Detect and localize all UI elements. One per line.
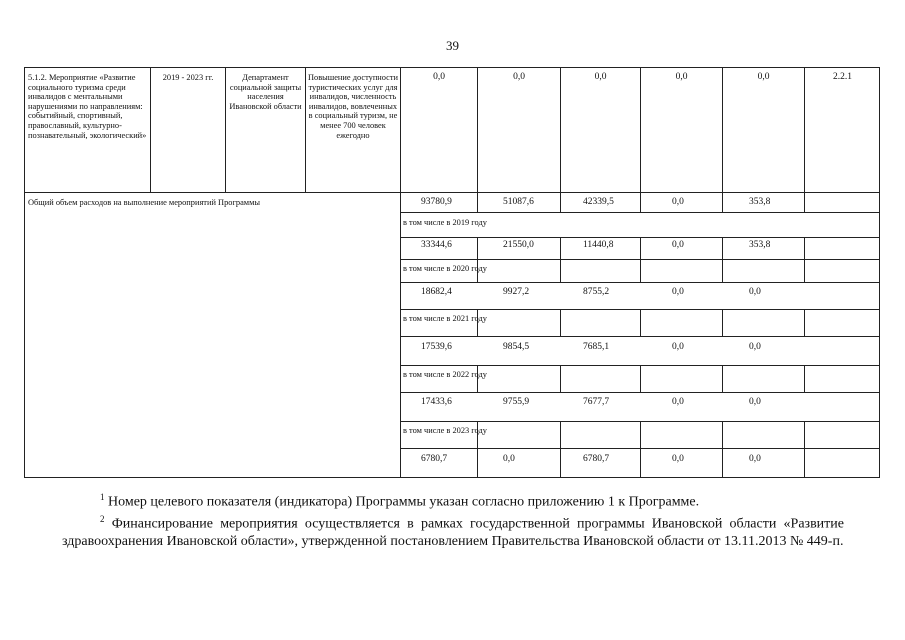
year-value: 17539,6: [421, 342, 452, 352]
activity-value-2: 0,0: [513, 72, 525, 82]
year-value: 0,0: [672, 397, 684, 407]
year-value: 9927,2: [503, 287, 530, 297]
year-value: 0,0: [672, 342, 684, 352]
total-value-5: 353,8: [749, 197, 771, 207]
year-value: 0,0: [749, 342, 761, 352]
year-value: 9854,5: [503, 342, 530, 352]
total-value-all: 93780,9: [421, 197, 452, 207]
year-value: 0,0: [749, 397, 761, 407]
activity-result: Повышение доступности туристических услуг для инвалидов, численность инвалидов, вовлеченных в социальный туризм, не менее 700 человек ежегодно: [307, 73, 399, 140]
footnote-2-mark: 2: [100, 514, 105, 525]
total-value-3: 42339,5: [583, 197, 614, 207]
year-value: 21550,0: [503, 240, 534, 250]
activity-indicator: 2.2.1: [833, 72, 852, 82]
year-value: 8755,2: [583, 287, 610, 297]
footnote-1: [62, 489, 844, 511]
year-value: 0,0: [503, 454, 515, 464]
total-label: Общий объем расходов на выполнение мероприятий Программы: [28, 198, 261, 207]
year-value: 9755,9: [503, 397, 530, 407]
year-label: в том числе в 2021 году: [403, 314, 487, 323]
footnote-1-text: Номер целевого показателя (индикатора) Программы указан согласно приложению 1 к Программе.: [108, 494, 700, 510]
year-value: 17433,6: [421, 397, 452, 407]
year-value: 6780,7: [583, 454, 610, 464]
footnote-2: [62, 511, 844, 551]
page-number: 39: [446, 38, 459, 53]
year-value: 7677,7: [583, 397, 610, 407]
year-value: 33344,6: [421, 240, 452, 250]
footnotes: [62, 489, 844, 551]
activity-executor: Департамент социальной защиты населения Ивановской области: [229, 73, 302, 111]
total-value-2: 51087,6: [503, 197, 534, 207]
year-value: 0,0: [672, 287, 684, 297]
year-label: в том числе в 2019 году: [403, 218, 487, 227]
year-value: 11440,8: [583, 240, 614, 250]
year-value: 7685,1: [583, 342, 610, 352]
footnote-1-mark: 1: [100, 492, 105, 502]
activity-value-total: 0,0: [433, 72, 445, 82]
year-value: 0,0: [672, 240, 684, 250]
year-value: 6780,7: [421, 454, 448, 464]
year-value: 18682,4: [421, 287, 452, 297]
activity-value-5: 0,0: [757, 72, 770, 82]
year-value: 0,0: [749, 454, 761, 464]
year-label: в том числе в 2023 году: [403, 426, 487, 435]
activity-description: 5.1.2. Мероприятие «Развитие социального туризма среди инвалидов с ментальными нарушениями по направлениям: событийный, спортивный, православный, культурно-познавательный, экологический»: [28, 73, 147, 140]
year-label: в том числе в 2022 году: [403, 370, 487, 379]
activity-period: 2019 - 2023 гг.: [162, 73, 214, 82]
year-value: 0,0: [749, 287, 761, 297]
total-value-4: 0,0: [672, 197, 684, 207]
activity-value-4: 0,0: [675, 72, 688, 82]
activity-value-3: 0,0: [594, 72, 607, 82]
footnote-2-text: Финансирование мероприятия осуществляется в рамках государственной программы Ивановской области «Развитие здравоохранения Ивановской области», утвержденной постановлением Правительства Ивановской области от 13.11.2013 № 449-п.: [62, 516, 844, 550]
year-label: в том числе в 2020 году: [403, 264, 487, 273]
year-value: 353,8: [749, 240, 771, 250]
year-value: 0,0: [672, 454, 684, 464]
